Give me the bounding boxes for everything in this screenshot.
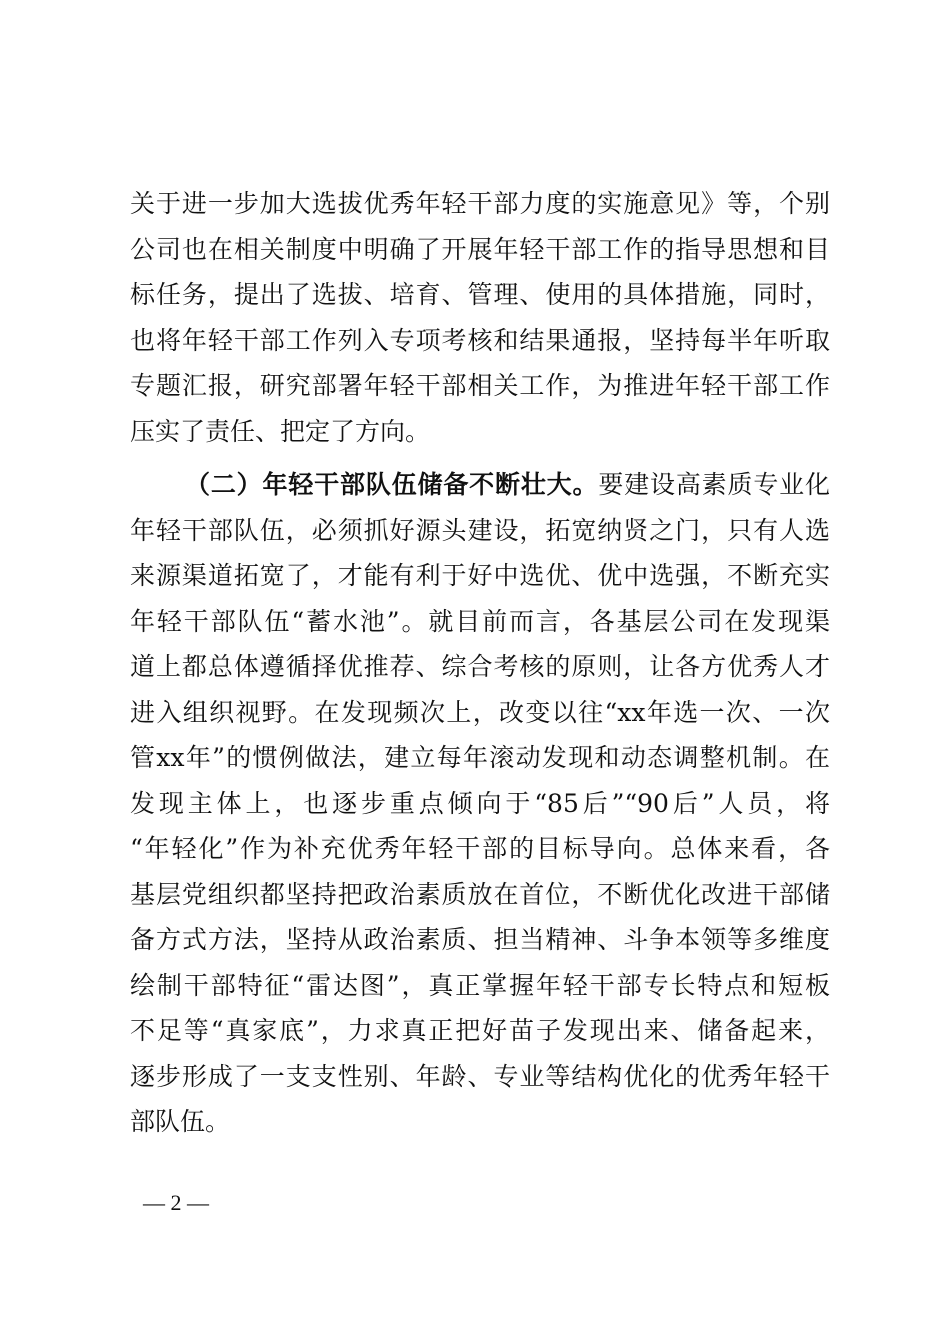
paragraph-line: 标任务，提出了选拔、培育、管理、使用的具体措施，同时， — [130, 280, 830, 309]
paragraph-line: 不足等“真家底”，力求真正把好苗子发现出来、储备起来， — [130, 1016, 830, 1045]
section-heading: （二）年轻干部队伍储备不断壮大。 — [185, 470, 599, 499]
paragraph-line: 关于进一步加大选拔优秀年轻干部力度的实施意见》等，个别 — [130, 189, 830, 218]
page-number: — 2 — — [143, 1190, 209, 1215]
paragraph-line: 管xx年”的惯例做法，建立每年滚动发现和动态调整机制。在 — [130, 743, 830, 772]
paragraph-line: 来源渠道拓宽了，才能有利于好中选优、优中选强，不断充实 — [130, 561, 830, 590]
paragraph-line: 进入组织视野。在发现频次上，改变以往“xx年选一次、一次 — [130, 697, 830, 727]
paragraph-line: 专题汇报，研究部署年轻干部相关工作，为推进年轻干部工作 — [130, 371, 830, 400]
paragraph-line: 也将年轻干部工作列入专项考核和结果通报，坚持每半年听取 — [130, 325, 830, 355]
paragraph-line: 绘制干部特征“雷达图”，真正掌握年轻干部专长特点和短板 — [130, 970, 830, 1000]
paragraph-line: 逐步形成了一支支性别、年龄、专业等结构优化的优秀年轻干 — [130, 1061, 830, 1091]
paragraph-line: 公司也在相关制度中明确了开展年轻干部工作的指导思想和目 — [130, 234, 830, 264]
paragraph-2 — [130, 462, 830, 1145]
paragraph-line: 年轻干部队伍“蓄水池”。就目前而言，各基层公司在发现渠 — [130, 606, 830, 636]
paragraph-line: 年轻干部队伍，必须抓好源头建设，拓宽纳贤之门，只有人选 — [130, 515, 830, 545]
heading-line-rest: 要建设高素质专业化 — [598, 470, 830, 499]
paragraph-line: 道上都总体遵循择优推荐、综合考核的原则，让各方优秀人才 — [130, 652, 830, 681]
paragraph-line: “年轻化”作为补充优秀年轻干部的目标导向。总体来看，各 — [130, 834, 830, 863]
paragraph-line: 部队伍。 — [130, 1107, 231, 1136]
section-heading-line — [130, 462, 830, 508]
paragraph-line: 基层党组织都坚持把政治素质放在首位，不断优化改进干部储 — [130, 879, 830, 909]
paragraph-line: 备方式方法，坚持从政治素质、担当精神、斗争本领等多维度 — [130, 925, 830, 954]
paragraph-1 — [130, 181, 830, 454]
paragraph-line: 压实了责任、把定了方向。 — [130, 416, 431, 446]
paragraph-line: 发现主体上，也逐步重点倾向于“85后”“90后”人员，将 — [130, 788, 830, 818]
